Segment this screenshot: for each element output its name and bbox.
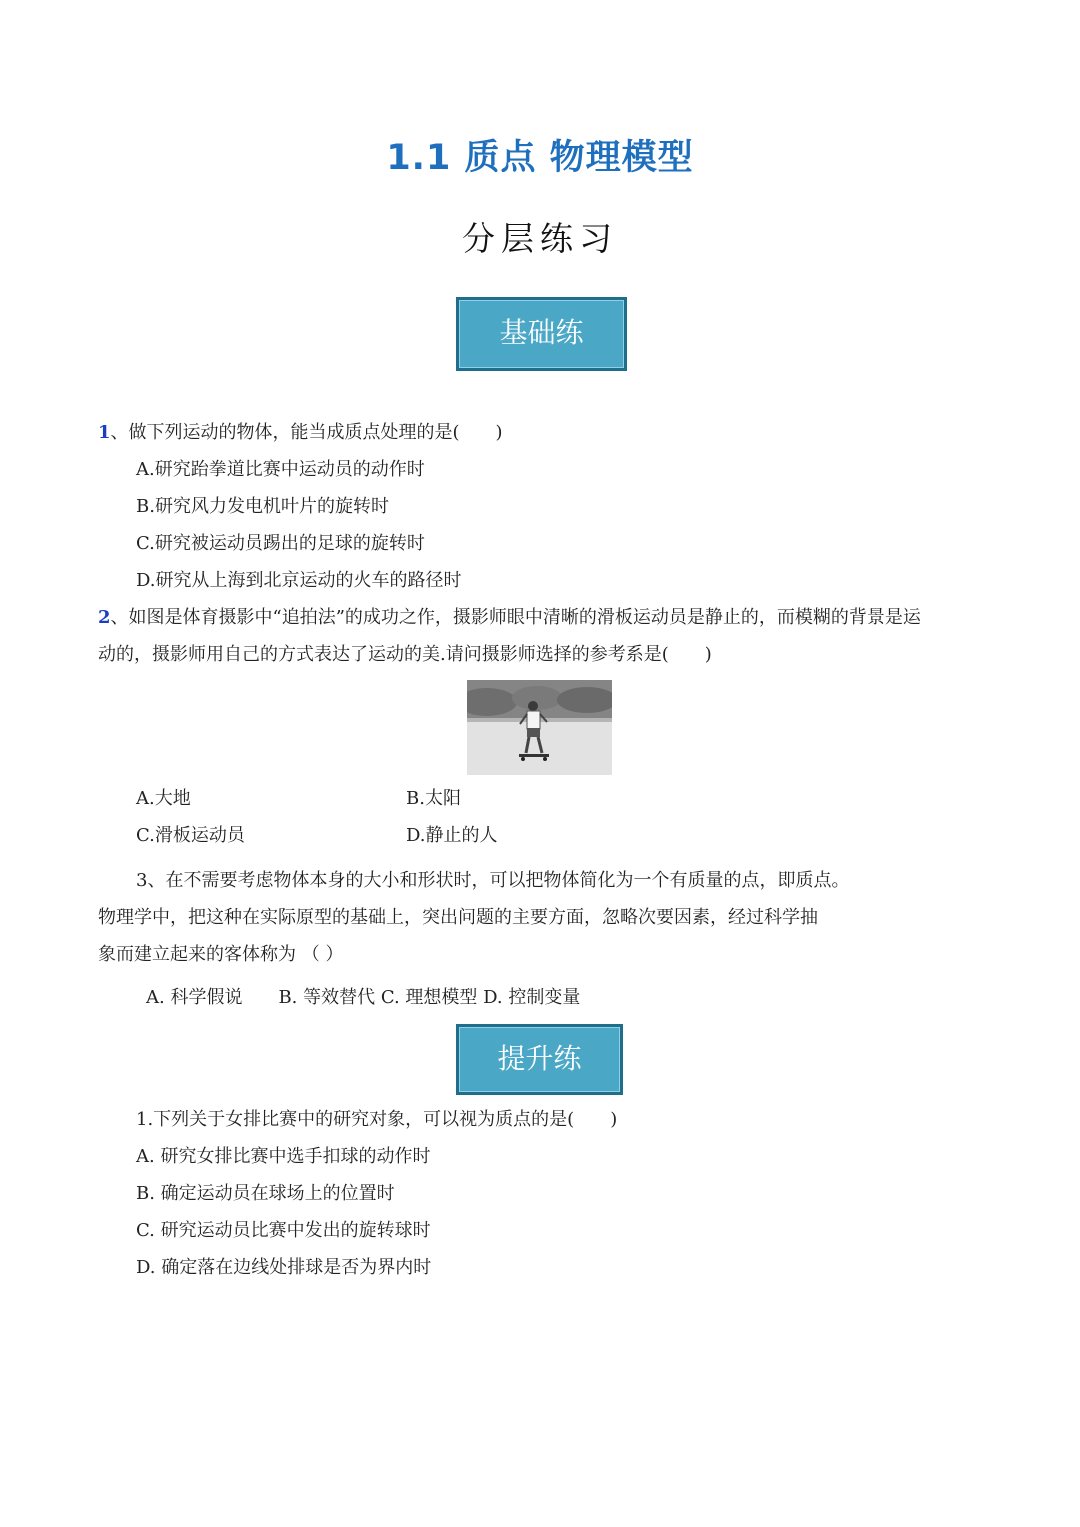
question-3-line3: 象而建立起来的客体称为 （ ） <box>98 944 344 965</box>
question-1-option-b: B.研究风力发电机叶片的旋转时 <box>136 496 389 517</box>
question-1-text: 、做下列运动的物体，能当成质点处理的是( ) <box>110 422 503 443</box>
advanced-question-1-option-b: B. 确定运动员在球场上的位置时 <box>136 1183 395 1204</box>
section-basic-label: 基础练 <box>499 316 584 349</box>
question-2-text: 、如图是体育摄影中“追拍法”的成功之作，摄影师眼中清晰的滑板运动员是静止的，而模糊的背景是运 <box>110 607 921 628</box>
skateboarder-photo <box>467 680 612 775</box>
question-2-option-d: D.静止的人 <box>406 825 498 846</box>
page-subtitle: 分层练习 <box>462 219 618 258</box>
advanced-question-1-option-c: C. 研究运动员比赛中发出的旋转球时 <box>136 1220 431 1241</box>
advanced-question-1-option-a: A. 研究女排比赛中选手扣球的动作时 <box>136 1146 431 1167</box>
section-advanced-header <box>456 1024 623 1095</box>
question-3-line1: 3、在不需要考虑物体本身的大小和形状时，可以把物体简化为一个有质量的点，即质点。 <box>136 870 850 891</box>
advanced-question-1-stem: 1.下列关于女排比赛中的研究对象，可以视为质点的是( ) <box>136 1109 618 1130</box>
question-2-option-b: B.太阳 <box>406 788 461 809</box>
question-1-option-c: C.研究被运动员踢出的足球的旋转时 <box>136 533 425 554</box>
question-1-option-d: D.研究从上海到北京运动的火车的路径时 <box>136 570 462 591</box>
question-1-number: 1 <box>98 422 111 443</box>
question-1-stem <box>98 421 503 445</box>
page-title: 1.1 质点 物理模型 <box>386 138 694 178</box>
question-1-option-a: A.研究跆拳道比赛中运动员的动作时 <box>136 459 425 480</box>
section-basic-header <box>456 297 627 371</box>
question-3-line2: 物理学中，把这种在实际原型的基础上，突出问题的主要方面，忽略次要因素，经过科学抽 <box>98 907 818 928</box>
question-2-stem-line1 <box>98 606 921 630</box>
question-2-option-a: A.大地 <box>136 788 191 809</box>
advanced-question-1-option-d: D. 确定落在边线处排球是否为界内时 <box>136 1257 432 1278</box>
question-2-number: 2 <box>98 607 111 628</box>
skateboarder-illustration <box>467 680 612 775</box>
question-3-options: A. 科学假说 B. 等效替代 C. 理想模型 D. 控制变量 <box>146 987 581 1008</box>
section-advanced-label: 提升练 <box>497 1042 582 1075</box>
question-2-option-c: C.滑板运动员 <box>136 825 245 846</box>
question-2-stem-line2: 动的，摄影师用自己的方式表达了运动的美.请问摄影师选择的参考系是( ) <box>98 644 712 665</box>
